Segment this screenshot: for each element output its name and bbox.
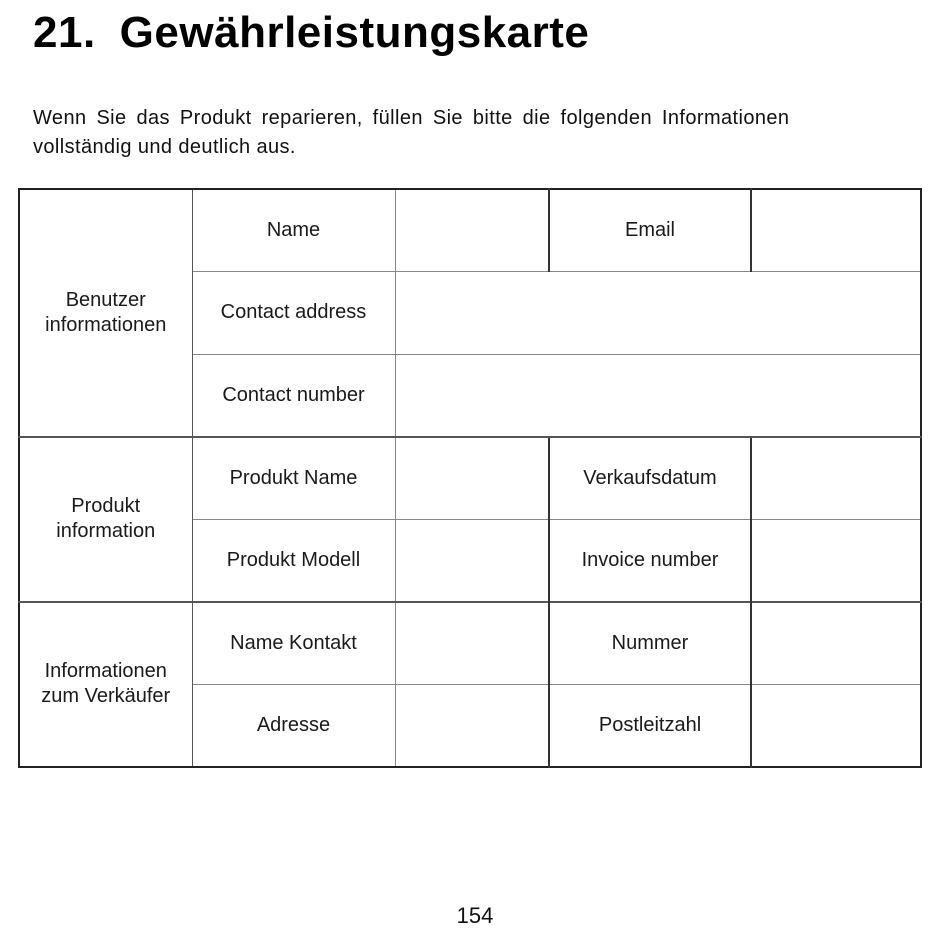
page-number: 154	[456, 903, 494, 928]
product-model-label: Produkt Modell	[192, 519, 395, 602]
sale-date-field[interactable]	[751, 437, 921, 520]
contact-address-field[interactable]	[395, 272, 921, 355]
table-row	[19, 602, 921, 685]
section-title: Gewährleistungskarte	[119, 8, 590, 57]
postcode-label: Postleitzahl	[549, 684, 751, 767]
contact-number-field[interactable]	[395, 354, 921, 437]
postcode-field[interactable]	[751, 684, 921, 767]
invoice-number-field[interactable]	[751, 519, 921, 602]
email-label: Email	[549, 189, 751, 272]
email-field[interactable]	[751, 189, 921, 272]
table-row	[19, 437, 921, 520]
section-number: 21.	[33, 8, 96, 57]
number-field[interactable]	[751, 602, 921, 685]
contact-name-label: Name Kontakt	[192, 602, 395, 685]
table-row	[19, 189, 921, 272]
contact-address-label: Contact address	[192, 272, 395, 355]
number-label: Nummer	[549, 602, 751, 685]
invoice-number-label: Invoice number	[549, 519, 751, 602]
intro-line-1: Wenn Sie das Produkt reparieren, füllen Sie bitte die folgenden Informationen	[33, 107, 790, 129]
product-name-field[interactable]	[395, 437, 549, 520]
intro-line-2: vollständig und deutlich aus.	[33, 136, 296, 158]
product-model-field[interactable]	[395, 519, 549, 602]
seller-info-group-label: Informationen zum Verkäufer	[19, 602, 192, 767]
contact-name-field[interactable]	[395, 602, 549, 685]
name-label: Name	[192, 189, 395, 272]
warranty-card-table	[18, 188, 922, 768]
sale-date-label: Verkaufsdatum	[549, 437, 751, 520]
intro-text	[33, 104, 933, 162]
product-name-label: Produkt Name	[192, 437, 395, 520]
address-label: Adresse	[192, 684, 395, 767]
user-info-group-label: Benutzer informationen	[19, 189, 192, 437]
address-field[interactable]	[395, 684, 549, 767]
product-info-group-label: Produkt information	[19, 437, 192, 602]
contact-number-label: Contact number	[192, 354, 395, 437]
page-title	[33, 8, 589, 58]
name-field[interactable]	[395, 189, 549, 272]
